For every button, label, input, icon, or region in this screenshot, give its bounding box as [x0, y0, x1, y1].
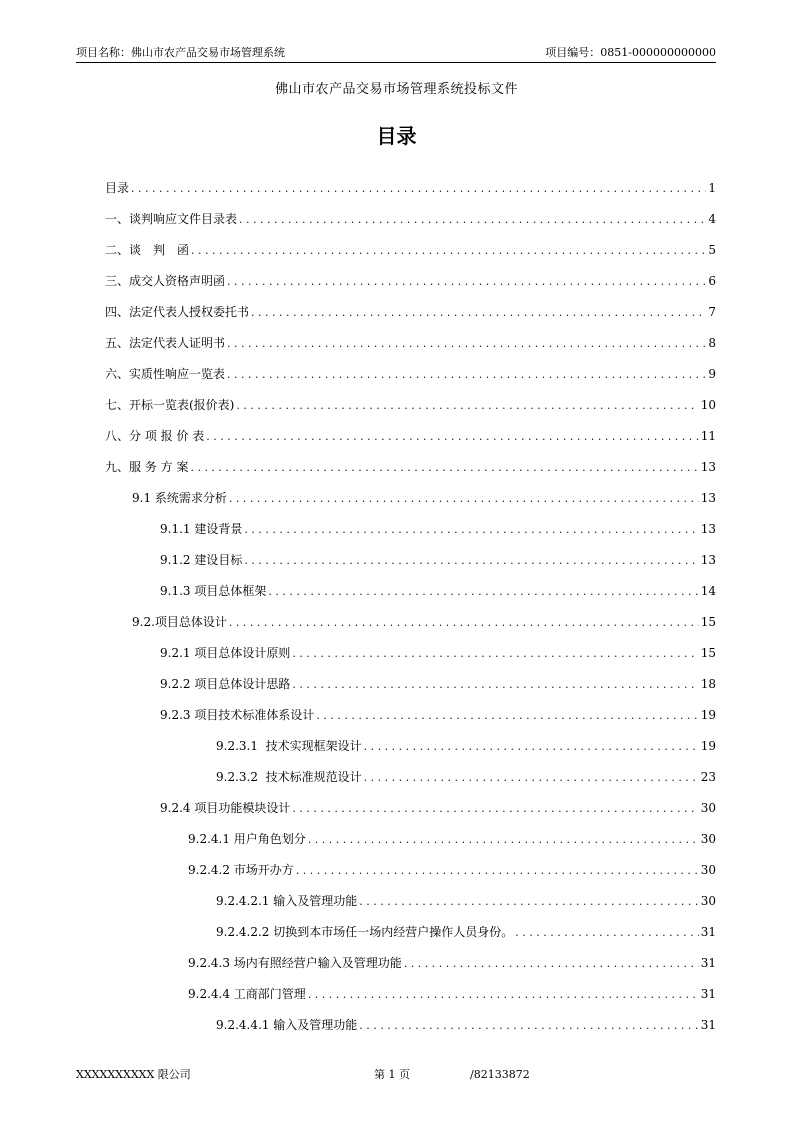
toc-entry-page: 14: [700, 584, 716, 598]
company-name: XXXXXXXXXX 限公司: [76, 1068, 191, 1081]
toc-entry[interactable]: [188, 953, 716, 973]
toc-leader-dots: [206, 427, 698, 447]
toc-entry-page: 31: [700, 987, 716, 1001]
toc-entry-page: 13: [700, 553, 716, 567]
toc-entry-label: 9.2.3 项目技术标准体系设计: [160, 708, 315, 722]
toc-entry[interactable]: [105, 302, 716, 322]
project-code: 项目编号：0851-000000000000: [545, 46, 716, 59]
toc-leader-dots: [364, 768, 699, 788]
toc-leader-dots: [268, 582, 698, 602]
page-footer: [76, 1068, 716, 1084]
toc-entry-label: 9.2.4.4.1 输入及管理功能: [216, 1018, 358, 1032]
toc-entry-label: 9.2.4.2.2 切换到本市场任一场内经营户操作人员身份。: [216, 925, 514, 939]
toc-entry-page: 30: [700, 894, 716, 908]
toc-leader-dots: [359, 892, 698, 912]
toc-entry-label: 9.2.3.1 技术实现框架设计: [216, 739, 362, 753]
toc-entry-page: 4: [708, 212, 716, 226]
toc-entry-page: 6: [708, 274, 716, 288]
toc-entry-label: 9.2.3.2 技术标准规范设计: [216, 770, 362, 784]
toc-entry-label: 六、实质性响应一览表: [105, 367, 226, 381]
toc-entry-page: 30: [700, 863, 716, 877]
toc-entry-label: 九、服 务 方 案: [105, 460, 189, 474]
toc-leader-dots: [292, 675, 698, 695]
toc-entry[interactable]: [105, 364, 716, 384]
toc-entry[interactable]: [216, 767, 716, 787]
toc-entry-label: 9.2.4.1 用户角色划分: [188, 832, 306, 846]
toc-leader-dots: [239, 210, 706, 230]
toc-entry-label: 9.2.4 项目功能模块设计: [160, 801, 291, 815]
toc-leader-dots: [292, 799, 698, 819]
toc-entry-page: 13: [700, 460, 716, 474]
toc-leader-dots: [244, 520, 698, 540]
toc-entry-label: 9.2.2 项目总体设计思路: [160, 677, 291, 691]
toc-entry-label: 一、谈判响应文件目录表: [105, 212, 238, 226]
toc-entry-label: 四、法定代表人授权委托书: [105, 305, 250, 319]
toc-leader-dots: [316, 706, 698, 726]
page-header: [76, 46, 716, 63]
toc-entry-page: 19: [700, 708, 716, 722]
toc-entry-page: 31: [700, 956, 716, 970]
toc-entry-page: 11: [700, 429, 716, 443]
toc-entry[interactable]: [188, 984, 716, 1004]
toc-leader-dots: [227, 365, 706, 385]
toc-entry-label: 9.1.3 项目总体框架: [160, 584, 267, 598]
toc-entry[interactable]: [105, 178, 716, 198]
toc-entry[interactable]: [160, 674, 716, 694]
toc-leader-dots: [292, 644, 698, 664]
toc-entry[interactable]: [160, 581, 716, 601]
toc-leader-dots: [131, 179, 706, 199]
toc-entry-label: 9.1 系统需求分析: [132, 491, 227, 505]
toc-leader-dots: [229, 613, 699, 633]
toc-entry-label: 三、成交人资格声明函: [105, 274, 226, 288]
toc-entry[interactable]: [216, 922, 716, 942]
toc-entry[interactable]: [216, 891, 716, 911]
toc-entry-page: 30: [700, 801, 716, 815]
toc-leader-dots: [229, 489, 699, 509]
toc-leader-dots: [190, 458, 698, 478]
toc-entry-label: 9.2.1 项目总体设计原则: [160, 646, 291, 660]
toc-entry[interactable]: [216, 1015, 716, 1035]
toc-entry-page: 30: [700, 832, 716, 846]
toc-entry-label: 目录: [105, 181, 130, 195]
toc-entry[interactable]: [105, 333, 716, 353]
toc-leader-dots: [515, 923, 698, 943]
document-subtitle: 佛山市农产品交易市场管理系统投标文件: [274, 82, 518, 97]
toc-entry-label: 9.2.4.3 场内有照经营户输入及管理功能: [188, 956, 402, 970]
toc-entry[interactable]: [160, 550, 716, 570]
toc-entry-page: 8: [708, 336, 716, 350]
toc-entry-page: 15: [700, 615, 716, 629]
toc-entry[interactable]: [105, 240, 716, 260]
toc-entry[interactable]: [188, 860, 716, 880]
toc-leader-dots: [296, 861, 699, 881]
toc-entry[interactable]: [132, 488, 716, 508]
toc-leader-dots: [251, 303, 706, 323]
document-title: 目录: [376, 124, 417, 148]
page-number: 第 1 页: [374, 1068, 410, 1081]
toc-leader-dots: [191, 241, 706, 261]
toc-entry-label: 9.2.4.4 工商部门管理: [188, 987, 306, 1001]
toc-leader-dots: [359, 1016, 698, 1036]
toc-entry[interactable]: [105, 457, 716, 477]
toc-entry-label: 9.2.4.2 市场开办方: [188, 863, 294, 877]
toc-entry-label: 七、开标一览表(报价表): [105, 398, 235, 412]
toc-entry-page: 13: [700, 522, 716, 536]
toc-leader-dots: [236, 396, 698, 416]
toc-entry-page: 15: [700, 646, 716, 660]
toc-entry[interactable]: [216, 736, 716, 756]
toc-entry-page: 5: [708, 243, 716, 257]
toc-entry[interactable]: [105, 426, 716, 446]
toc-entry-label: 9.2.4.2.1 输入及管理功能: [216, 894, 358, 908]
toc-entry-page: 7: [708, 305, 716, 319]
toc-entry[interactable]: [105, 271, 716, 291]
toc-entry[interactable]: [160, 643, 716, 663]
toc-leader-dots: [364, 737, 699, 757]
toc-entry-label: 二、谈 判 函: [105, 243, 190, 257]
toc-entry[interactable]: [160, 798, 716, 818]
page-total: /82133872: [470, 1068, 530, 1081]
toc-entry-page: 13: [700, 491, 716, 505]
toc-entry-page: 10: [700, 398, 716, 412]
toc-leader-dots: [308, 830, 699, 850]
project-name: 项目名称：佛山市农产品交易市场管理系统: [76, 46, 285, 59]
toc-entry-label: 9.2.项目总体设计: [132, 615, 227, 629]
toc-entry-page: 31: [700, 1018, 716, 1032]
toc-entry-page: 1: [708, 181, 716, 195]
toc-leader-dots: [227, 334, 706, 354]
toc-leader-dots: [244, 551, 698, 571]
toc-entry[interactable]: [160, 705, 716, 725]
toc-entry-label: 五、法定代表人证明书: [105, 336, 226, 350]
toc-entry-page: 31: [700, 925, 716, 939]
toc-entry-page: 18: [700, 677, 716, 691]
toc-entry-page: 23: [700, 770, 716, 784]
toc-entry-label: 9.1.1 建设背景: [160, 522, 243, 536]
toc-entry[interactable]: [105, 395, 716, 415]
toc-entry-label: 9.1.2 建设目标: [160, 553, 243, 567]
toc-entry[interactable]: [105, 209, 716, 229]
toc-entry-page: 9: [708, 367, 716, 381]
toc-leader-dots: [227, 272, 706, 292]
toc-entry[interactable]: [188, 829, 716, 849]
toc-leader-dots: [308, 985, 699, 1005]
toc-entry-page: 19: [700, 739, 716, 753]
toc-leader-dots: [404, 954, 699, 974]
toc-entry[interactable]: [132, 612, 716, 632]
toc-entry[interactable]: [160, 519, 716, 539]
toc-entry-label: 八、分 项 报 价 表: [105, 429, 205, 443]
